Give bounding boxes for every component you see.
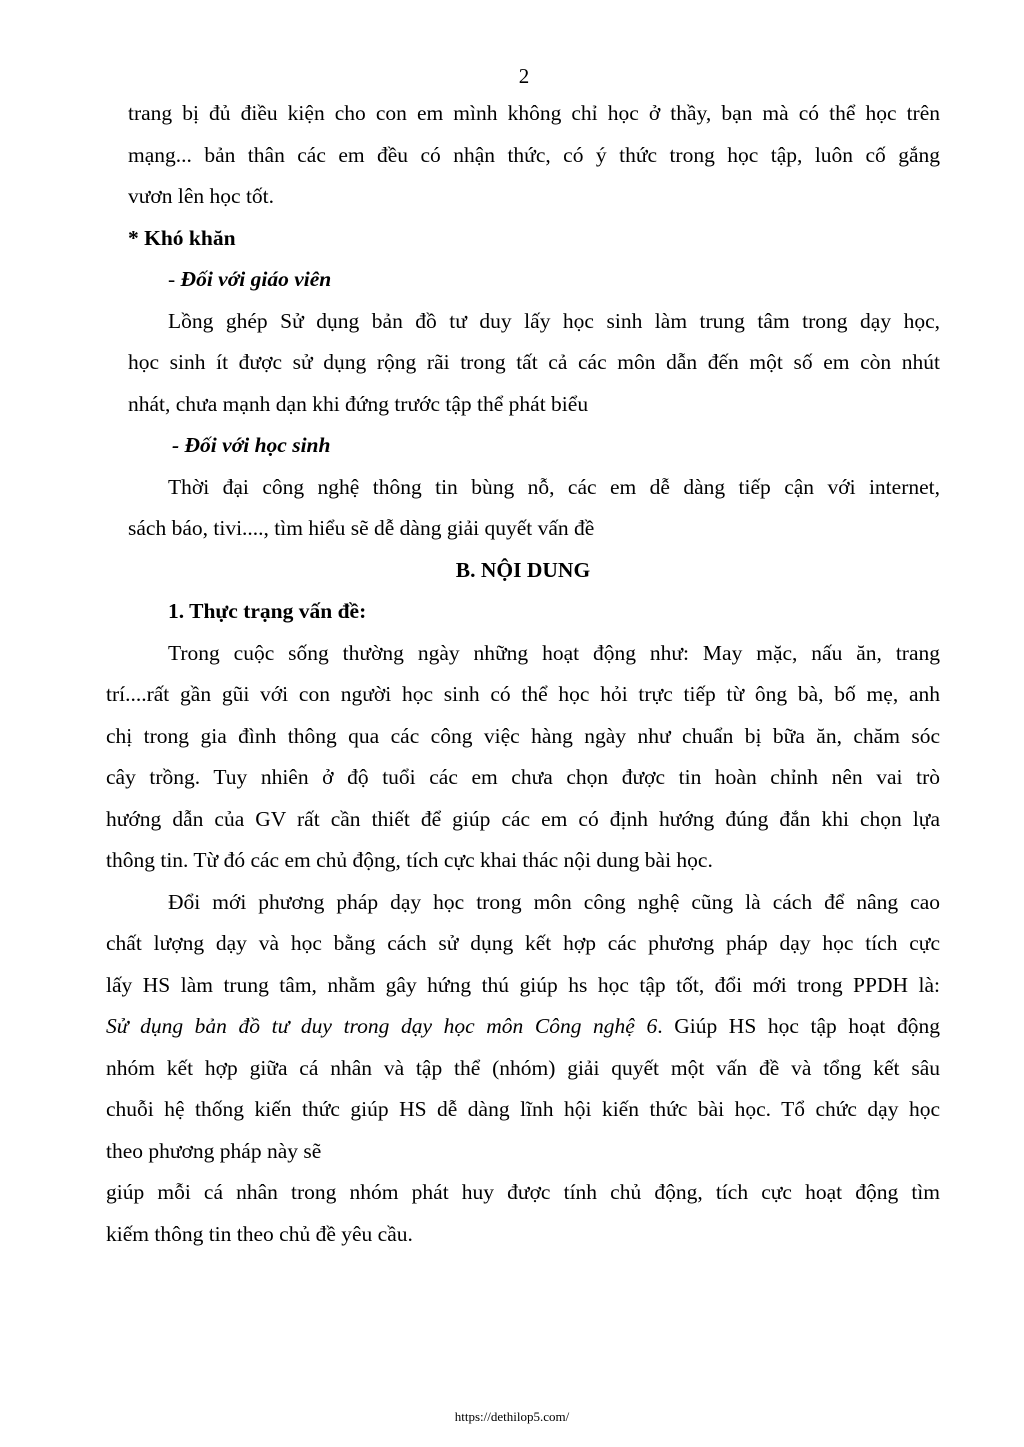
intro-line-2: mạng... bản thân các em đều có nhận thức, có ý thức trong học tập, luôn cố gắng — [128, 143, 940, 167]
doi-moi-line-4 — [106, 1012, 940, 1040]
kho-khan-heading: * Khó khăn — [128, 226, 236, 250]
thuc-trang-line-4: cây trồng. Tuy nhiên ở độ tuổi các em chưa chọn được tin hoàn chỉnh nên vai trò — [106, 765, 940, 789]
page-number: 2 — [518, 64, 530, 88]
doi-moi-line-8: giúp mỗi cá nhân trong nhóm phát huy được tính chủ động, tích cực hoạt động tìm — [106, 1180, 940, 1204]
thuc-trang-line-1: Trong cuộc sống thường ngày những hoạt động như: May mặc, nấu ăn, trang — [168, 641, 940, 665]
doi-moi-line-7: theo phương pháp này sẽ — [106, 1139, 322, 1163]
doi-moi-line-3: lấy HS làm trung tâm, nhằm gây hứng thú giúp hs học tập tốt, đổi mới trong PPDH là: — [106, 973, 940, 997]
giao-vien-heading — [168, 265, 1002, 293]
thuc-trang-line-2: trí....rất gần gũi với con người học sinh có thể học hỏi trực tiếp từ ông bà, bố mẹ, anh — [106, 682, 940, 706]
doi-moi-line-4-rest: . Giúp HS học tập hoạt động — [657, 1014, 941, 1038]
doi-moi-line-6: chuỗi hệ thống kiến thức giúp HS dễ dàng lĩnh hội kiến thức bài học. Tổ chức dạy học — [106, 1097, 940, 1121]
section-1-title: 1. Thực trạng vấn đề: — [168, 599, 367, 623]
intro-line-1: trang bị đủ điều kiện cho con em mình không chỉ học ở thầy, bạn mà có thể học trên — [128, 101, 940, 125]
doi-moi-italic-title: Sử dụng bản đồ tư duy trong dạy học môn Công nghệ 6 — [106, 1014, 658, 1038]
doi-moi-line-2: chất lượng dạy và học bằng cách sử dụng kết hợp các phương pháp dạy học tích cực — [106, 931, 940, 955]
footer-url[interactable]: https://dethilop5.com/ — [454, 1409, 570, 1424]
thuc-trang-line-5: hướng dẫn của GV rất cần thiết để giúp các em có định hướng đúng đắn khi chọn lựa — [106, 807, 940, 831]
giao-vien-line-3: nhát, chưa mạnh dạn khi đứng trước tập thể phát biểu — [128, 392, 589, 416]
giao-vien-heading-text: Đối với giáo viên — [180, 267, 332, 291]
giao-vien-line-2: học sinh ít được sử dụng rộng rãi trong tất cả các môn dẫn đến một số em còn nhút — [128, 350, 940, 374]
doi-moi-line-1: Đổi mới phương pháp dạy học trong môn công nghệ cũng là cách để nâng cao — [168, 890, 940, 914]
thuc-trang-line-6: thông tin. Từ đó các em chủ động, tích cực khai thác nội dung bài học. — [106, 848, 713, 872]
doi-moi-line-5: nhóm kết hợp giữa cá nhân và tập thể (nhóm) giải quyết một vấn đề và tổng kết sâu — [106, 1056, 940, 1080]
hoc-sinh-line-2: sách báo, tivi...., tìm hiểu sẽ dễ dàng giải quyết vấn đề — [128, 516, 595, 540]
doi-moi-line-9: kiếm thông tin theo chủ đề yêu cầu. — [106, 1222, 413, 1246]
intro-line-3: vươn lên học tốt. — [128, 184, 275, 208]
thuc-trang-line-3: chị trong gia đình thông qua các công việc hàng ngày như chuẩn bị bữa ăn, chăm sóc — [106, 724, 940, 748]
hoc-sinh-heading: - Đối với học sinh — [172, 433, 331, 457]
section-b-title: B. NỘI DUNG — [455, 558, 591, 582]
giao-vien-line-1: Lồng ghép Sử dụng bản đồ tư duy lấy học sinh làm trung tâm trong dạy học, — [168, 309, 940, 333]
hoc-sinh-line-1: Thời đại công nghệ thông tin bùng nỗ, các em dễ dàng tiếp cận với internet, — [168, 475, 940, 499]
giao-vien-dash: - — [168, 267, 181, 291]
